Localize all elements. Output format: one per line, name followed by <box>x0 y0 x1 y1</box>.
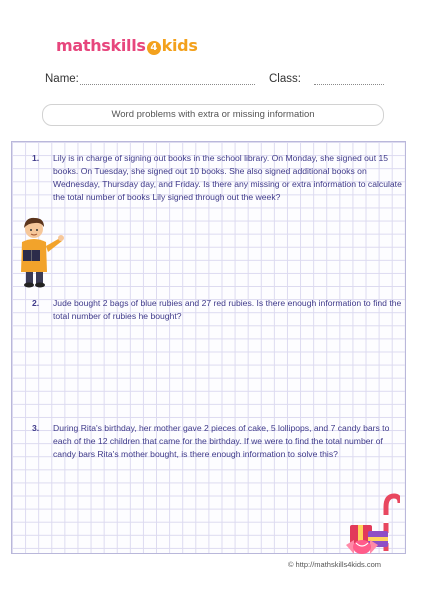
question-text: During Rita's birthday, her mother gave 2 pieces of cake, 5 lollipops, and 7 candy bars to each of the 12 children that came for the birthday. If we were to find the total number of candy bars Rita's mother bought, is there enough information to solve this? <box>53 423 390 460</box>
question-number: 1. <box>32 153 40 163</box>
logo-text-kids: kids <box>161 36 198 55</box>
question-number: 2. <box>32 298 40 308</box>
question-text: Lily is in charge of signing out books in the school library. On Monday, she signed out 15 books. On Tuesday, she signed out 10 books. She also signed additional books on Wednesday, Thursday day, and Friday. Is there any missing or extra information to calculate the total number of books Lily signed through out the week? <box>53 153 402 203</box>
class-label: Class: <box>269 73 301 85</box>
name-line <box>80 84 255 85</box>
question-1 <box>32 152 406 204</box>
question-text: Jude bought 2 bags of blue rubies and 27 red rubies. Is there enough information to find the total number of rubies he bought? <box>53 298 402 322</box>
logo-text-mathskills: mathskills <box>56 36 146 55</box>
question-number: 3. <box>32 423 40 433</box>
name-label: Name: <box>45 73 79 85</box>
class-line <box>314 84 384 85</box>
site-logo <box>56 36 198 55</box>
teacher-illustration <box>14 212 68 288</box>
question-3 <box>32 422 406 461</box>
logo-text-four: 4 <box>147 41 161 55</box>
worksheet-title: Word problems with extra or missing information <box>42 104 384 126</box>
copyright-text: © http://mathskills4kids.com <box>287 560 381 569</box>
question-2 <box>32 297 406 323</box>
candy-illustration <box>344 493 400 557</box>
